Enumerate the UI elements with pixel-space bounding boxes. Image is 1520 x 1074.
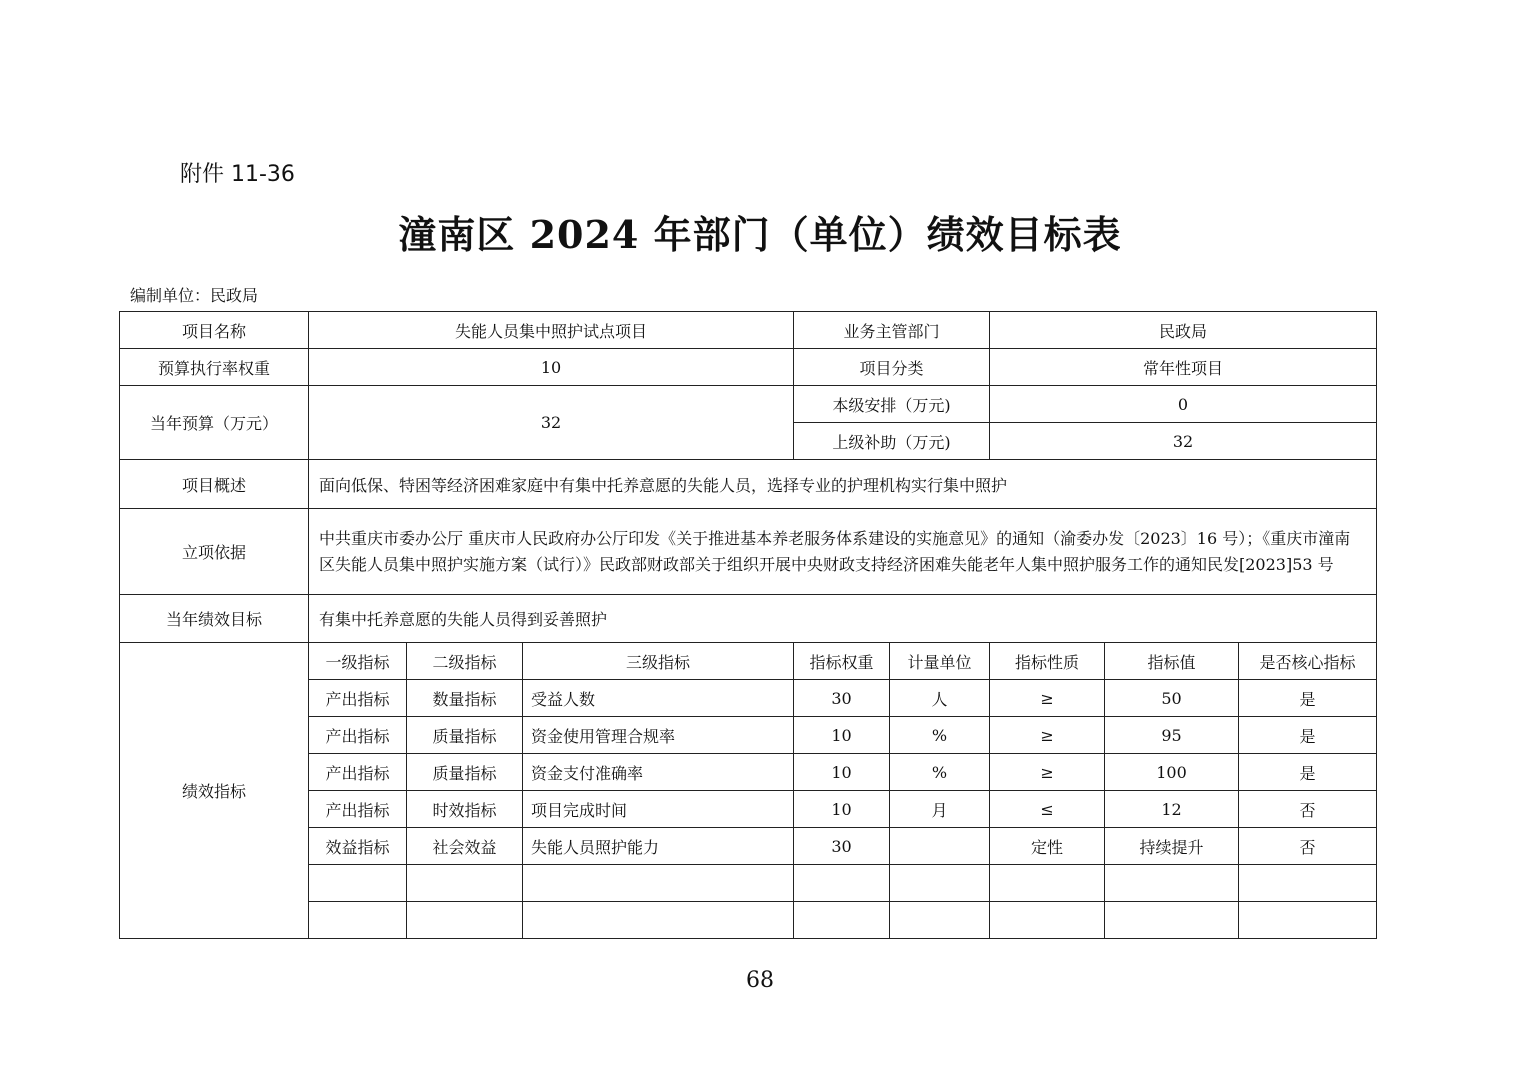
basis-label: 立项依据 — [120, 509, 309, 595]
weight-cell: 10 — [794, 754, 890, 791]
header-value: 指标值 — [1105, 643, 1239, 680]
weight-value: 10 — [309, 349, 794, 386]
category-label: 项目分类 — [794, 349, 990, 386]
indicator-row-empty — [120, 902, 1377, 939]
level2-cell: 时效指标 — [407, 791, 523, 828]
category-value: 常年性项目 — [990, 349, 1377, 386]
core-cell: 是 — [1239, 680, 1377, 717]
value-cell: 95 — [1105, 717, 1239, 754]
level2-cell — [407, 902, 523, 939]
level1-cell: 效益指标 — [309, 828, 407, 865]
header-weight: 指标权重 — [794, 643, 890, 680]
indicator-row — [120, 791, 1377, 828]
goal-label: 当年绩效目标 — [120, 595, 309, 643]
unit-cell: 人 — [890, 680, 990, 717]
level2-cell: 质量指标 — [407, 754, 523, 791]
performance-table — [119, 311, 1377, 939]
value-cell — [1105, 902, 1239, 939]
core-cell: 否 — [1239, 791, 1377, 828]
level1-cell: 产出指标 — [309, 680, 407, 717]
unit-cell: % — [890, 754, 990, 791]
core-cell — [1239, 865, 1377, 902]
value-cell: 持续提升 — [1105, 828, 1239, 865]
project-name-value: 失能人员集中照护试点项目 — [309, 312, 794, 349]
level2-cell: 社会效益 — [407, 828, 523, 865]
header-nature: 指标性质 — [990, 643, 1105, 680]
core-cell: 是 — [1239, 754, 1377, 791]
header-level2: 二级指标 — [407, 643, 523, 680]
value-cell — [1105, 865, 1239, 902]
dept-label: 业务主管部门 — [794, 312, 990, 349]
header-unit: 计量单位 — [890, 643, 990, 680]
weight-cell: 30 — [794, 680, 890, 717]
upper-value: 32 — [990, 423, 1377, 460]
nature-cell: ≥ — [990, 754, 1105, 791]
level2-cell — [407, 865, 523, 902]
weight-cell: 10 — [794, 717, 890, 754]
level3-cell — [523, 865, 794, 902]
core-cell: 否 — [1239, 828, 1377, 865]
unit-cell — [890, 865, 990, 902]
budget-value: 32 — [309, 386, 794, 460]
weight-cell: 10 — [794, 791, 890, 828]
indicator-row — [120, 680, 1377, 717]
weight-label: 预算执行率权重 — [120, 349, 309, 386]
indicator-row — [120, 754, 1377, 791]
level1-cell — [309, 902, 407, 939]
project-name-label: 项目名称 — [120, 312, 309, 349]
nature-cell: 定性 — [990, 828, 1105, 865]
level3-cell: 受益人数 — [523, 680, 794, 717]
unit-cell: % — [890, 717, 990, 754]
core-cell: 是 — [1239, 717, 1377, 754]
local-value: 0 — [990, 386, 1377, 423]
level3-cell: 失能人员照护能力 — [523, 828, 794, 865]
basis-value: 中共重庆市委办公厅 重庆市人民政府办公厅印发《关于推进基本养老服务体系建设的实施意见》的通知（渝委办发〔2023〕16 号）；《重庆市潼南区失能人员集中照护实施方案（试行）》民政部财政部关于组织开展中央财政支持经济困难失能老年人集中照护服务工作的通知民发[2023]53 号 — [309, 509, 1377, 595]
goal-value: 有集中托养意愿的失能人员得到妥善照护 — [309, 595, 1377, 643]
level1-cell: 产出指标 — [309, 791, 407, 828]
weight-cell: 30 — [794, 828, 890, 865]
nature-cell: ≥ — [990, 680, 1105, 717]
value-cell: 100 — [1105, 754, 1239, 791]
budget-label: 当年预算（万元） — [120, 386, 309, 460]
indicator-row — [120, 828, 1377, 865]
core-cell — [1239, 902, 1377, 939]
overview-value: 面向低保、特困等经济困难家庭中有集中托养意愿的失能人员，选择专业的护理机构实行集中照护 — [309, 460, 1377, 509]
level1-cell — [309, 865, 407, 902]
weight-cell — [794, 865, 890, 902]
weight-cell — [794, 902, 890, 939]
nature-cell: ≥ — [990, 717, 1105, 754]
nature-cell: ≤ — [990, 791, 1105, 828]
dept-value: 民政局 — [990, 312, 1377, 349]
indicator-row-empty — [120, 865, 1377, 902]
indicator-row — [120, 717, 1377, 754]
upper-label: 上级补助（万元) — [794, 423, 990, 460]
overview-label: 项目概述 — [120, 460, 309, 509]
header-core: 是否核心指标 — [1239, 643, 1377, 680]
header-level3: 三级指标 — [523, 643, 794, 680]
level1-cell: 产出指标 — [309, 717, 407, 754]
page-number: 68 — [746, 968, 774, 993]
value-cell: 50 — [1105, 680, 1239, 717]
unit-cell — [890, 828, 990, 865]
nature-cell — [990, 865, 1105, 902]
level3-cell: 资金使用管理合规率 — [523, 717, 794, 754]
nature-cell — [990, 902, 1105, 939]
org-line: 编制单位：民政局 — [130, 286, 259, 305]
level3-cell: 项目完成时间 — [523, 791, 794, 828]
level2-cell: 数量指标 — [407, 680, 523, 717]
attachment-label: 附件 11-36 — [180, 162, 295, 187]
header-level1: 一级指标 — [309, 643, 407, 680]
level1-cell: 产出指标 — [309, 754, 407, 791]
level3-cell: 资金支付准确率 — [523, 754, 794, 791]
page-title: 潼南区 2024 年部门（单位）绩效目标表 — [398, 212, 1122, 257]
level2-cell: 质量指标 — [407, 717, 523, 754]
unit-cell — [890, 902, 990, 939]
value-cell: 12 — [1105, 791, 1239, 828]
level3-cell — [523, 902, 794, 939]
local-label: 本级安排（万元) — [794, 386, 990, 423]
unit-cell: 月 — [890, 791, 990, 828]
indicators-label: 绩效指标 — [120, 643, 309, 939]
